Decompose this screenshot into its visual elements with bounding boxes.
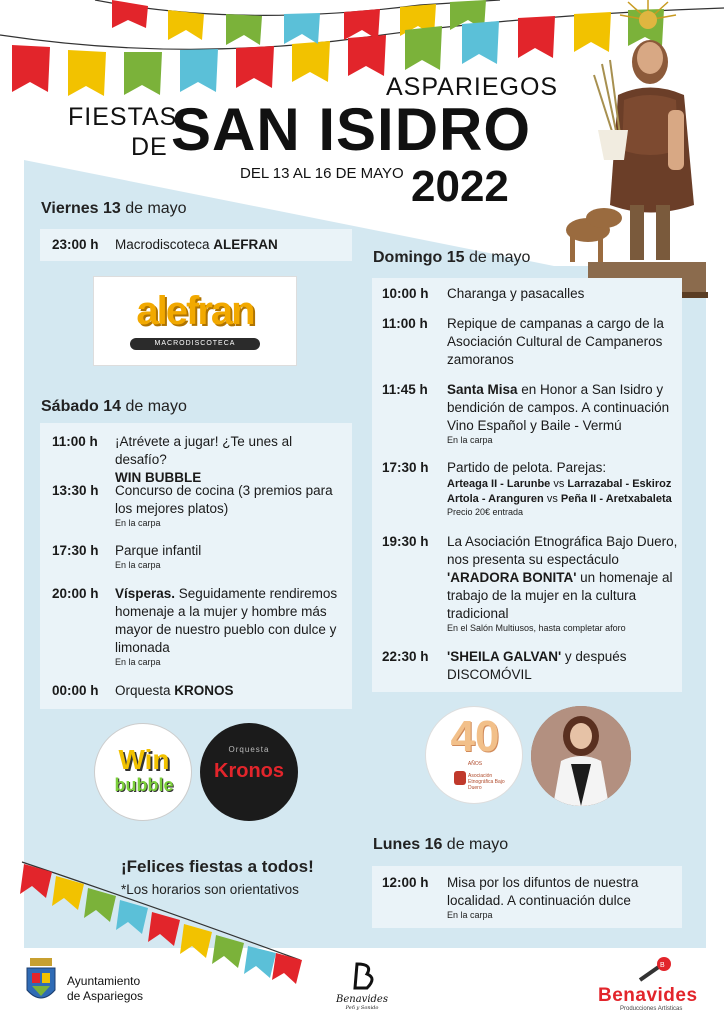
domingo-panel <box>372 278 682 692</box>
microphone-icon <box>636 956 676 984</box>
event-text: ¡Atrévete a jugar! ¿Te unes al desafío? WIN BUBBLE <box>115 434 293 485</box>
asociacion-emblem-icon <box>454 771 466 785</box>
event-time: 11:45 h <box>382 382 428 397</box>
san-isidro-statue-image <box>558 0 708 300</box>
win-bubble-logo-text-2: bubble <box>114 775 174 795</box>
event-text: La Asociación Etnográfica Bajo Duero, nos presenta su espectáculo 'ARADORA BONITA' un homenaje al trabajo de la mujer en la cultura tradicional En el Salón Multiusos, hasta completar aforo <box>447 534 678 633</box>
event-time: 17:30 h <box>52 543 99 558</box>
day-title-sabado: Sábado 14 de mayo <box>41 398 187 415</box>
event-time: 10:00 h <box>382 286 429 301</box>
ayuntamiento-label: Ayuntamiento de Aspariegos <box>67 974 144 1003</box>
day-title-viernes: Viernes 13 de mayo <box>41 200 187 217</box>
date-range: DEL 13 AL 16 DE MAYO <box>240 165 404 182</box>
alefran-logo-text: alefran <box>136 289 254 333</box>
benavides-sub: Producciones Artísticas <box>620 1006 683 1012</box>
event-time: 17:30 h <box>382 460 429 475</box>
asociacion-40-sub: AÑOS <box>467 761 483 767</box>
event-time: 00:00 h <box>52 683 99 698</box>
day-title-domingo: Domingo 15 de mayo <box>373 249 531 266</box>
event-text: Misa por los difuntos de nuestra localidad. A continuación dulce En la carpa <box>447 875 639 920</box>
benavides-brand: Benavides <box>598 985 698 1006</box>
singer-photo-image <box>531 706 631 806</box>
kronos-logo-top: Orquesta <box>228 745 270 754</box>
village-name: ASPARIEGOS <box>386 73 559 101</box>
alefran-logo-sub: MACRODISCOTECA <box>130 338 260 350</box>
event-time: 19:30 h <box>382 534 429 549</box>
event-text: Santa Misa en Honor a San Isidro y bendición de campos. A continuación Vino Español y Baile - Vermú En la carpa <box>447 382 670 445</box>
year: 2022 <box>411 162 509 211</box>
event-text: Concurso de cocina (3 premios para los mejores platos) En la carpa <box>115 483 333 528</box>
greeting-note: *Los horarios son orientativos <box>121 882 299 897</box>
event-text: Partido de pelota. Parejas: Arteaga II - Larunbe vs Larrazabal - Eskiroz Artola - Aranguren vs Peña II - Aretxabaleta Precio 20€ entrada <box>447 460 672 517</box>
kronos-logo-text: Kronos <box>214 760 284 782</box>
benavides-b-icon <box>347 962 377 990</box>
event-time: 23:00 h <box>52 237 99 252</box>
benavides-pea-logo: Benavides Peñ y Sonido <box>331 962 393 1011</box>
event-text: Macrodiscoteca ALEFRAN <box>115 237 278 252</box>
asociacion-40-org: Asociación Etnográfica Bajo Duero <box>468 773 505 791</box>
event-time: 11:00 h <box>382 316 428 331</box>
asociacion-40-logo <box>425 706 523 804</box>
event-time: 12:00 h <box>382 875 429 890</box>
event-text: Orquesta KRONOS <box>115 683 234 698</box>
lunes-panel <box>372 866 682 928</box>
event-time: 22:30 h <box>382 649 429 664</box>
event-text: Parque infantil En la carpa <box>115 543 202 570</box>
event-time: 13:30 h <box>52 483 99 498</box>
day-title-lunes: Lunes 16 de mayo <box>373 836 509 853</box>
event-text: 'SHEILA GALVAN' y después DISCOMÓVIL <box>447 649 627 682</box>
event-time: 11:00 h <box>52 434 98 449</box>
sheila-galvan-photo <box>531 706 631 806</box>
de-label: DE <box>131 133 168 161</box>
svg-text:B: B <box>660 962 665 969</box>
event-time: 20:00 h <box>52 586 99 601</box>
page-title: SAN ISIDRO <box>171 96 532 163</box>
ayuntamiento-coat-of-arms-icon <box>24 958 58 1008</box>
event-text: Repique de campanas a cargo de la Asociación Cultural de Campaneros zamoranos <box>447 316 664 367</box>
win-bubble-logo-text-1: Win <box>118 744 170 775</box>
asociacion-40-number: 40 <box>450 712 500 761</box>
fiestas-label: FIESTAS <box>68 103 178 131</box>
flag-garland-bottom <box>0 0 320 1024</box>
event-text: Vísperas. Seguidamente rendiremos homenaje a la mujer y hombre más mayor de nuestro pueblo con dulce y limonada En la carpa <box>115 586 338 667</box>
greeting-title: ¡Felices fiestas a todos! <box>121 857 314 876</box>
event-text: Charanga y pasacalles <box>447 286 585 301</box>
